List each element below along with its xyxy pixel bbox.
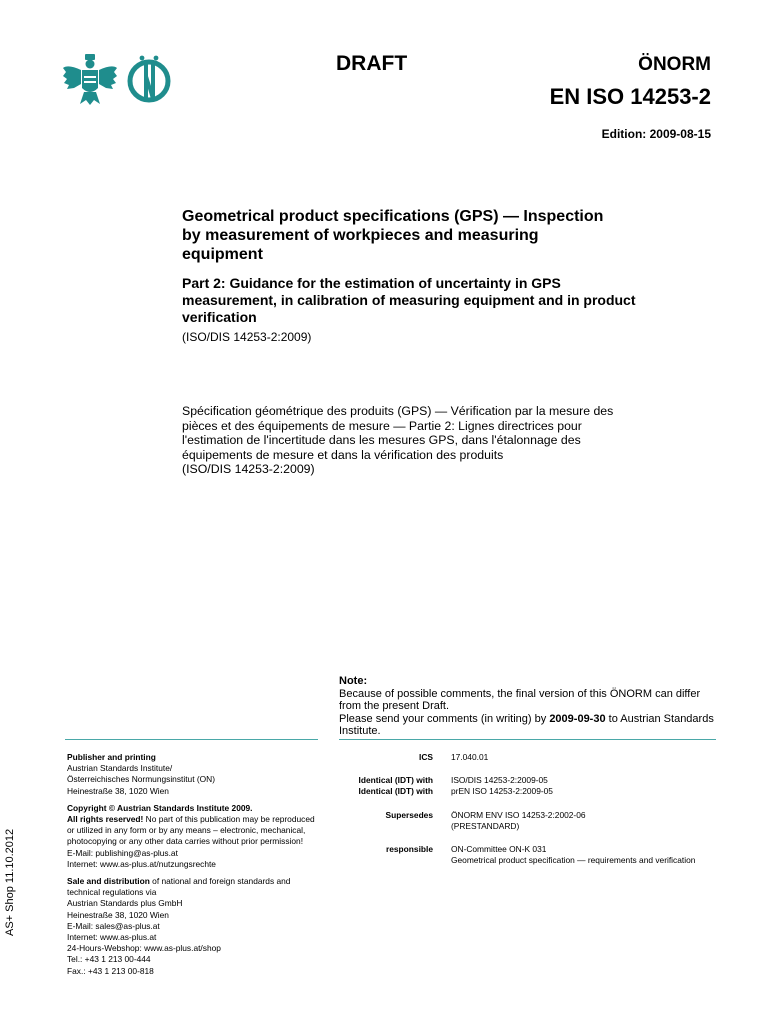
french-title-line: l'estimation de l'incertitude dans les mesures GPS, dans l'étalonnage des	[182, 433, 581, 448]
iso-reference: (ISO/DIS 14253-2:2009)	[182, 330, 312, 344]
responsible-label: responsible	[385, 844, 433, 855]
idt-values	[451, 775, 719, 797]
sales-heading: Sale and distribution	[67, 876, 150, 887]
standard-metadata	[339, 752, 719, 878]
copyright-internet: Internet: www.as-plus.at/nutzungsrechte	[67, 858, 216, 869]
sales-line: Fax.: +43 1 213 00-818	[67, 965, 154, 976]
sales-line: 24-Hours-Webshop: www.as-plus.at/shop	[67, 943, 221, 954]
sales-line: E-Mail: sales@as-plus.at	[67, 920, 160, 931]
publisher-block	[67, 752, 319, 797]
shop-stamp: AS+ Shop 11.10.2012	[4, 828, 16, 936]
responsible-row	[339, 844, 719, 866]
idt-value: ISO/DIS 14253-2:2009-05	[451, 775, 548, 786]
idt-label: Identical (IDT) with	[358, 775, 433, 786]
series-label: ÖNORM	[638, 54, 711, 75]
on-institute-logo	[125, 55, 173, 105]
draft-label: DRAFT	[336, 52, 408, 75]
supersedes-row	[339, 810, 719, 832]
austrian-eagle-logo	[62, 54, 118, 106]
publisher-info	[67, 752, 319, 983]
note-line	[339, 713, 715, 738]
part-title: Part 2: Guidance for the estimation of uncertainty in GPS measurement, in calibration of measuring equipment and in product verification	[182, 275, 636, 325]
responsible-value: ON-Committee ON-K 031	[451, 844, 547, 855]
copyright-text	[67, 814, 319, 848]
comment-deadline: 2009-09-30	[549, 712, 606, 725]
responsible-values	[451, 844, 719, 866]
idt-value: prEN ISO 14253-2:2009-05	[451, 786, 553, 797]
publisher-line: Austrian Standards Institute/	[67, 763, 173, 774]
french-title-line: Spécification géométrique des produits (GPS) — Vérification par la mesure des	[182, 404, 614, 418]
sales-intro	[67, 876, 319, 898]
idt-labels	[339, 775, 451, 797]
edition-date: Edition: 2009-08-15	[601, 127, 711, 141]
publisher-line: Österreichisches Normungsinstitut (ON)	[67, 774, 215, 785]
supersedes-values	[451, 810, 719, 832]
copyright-block	[67, 803, 319, 870]
french-title	[182, 404, 642, 477]
ics-label: ICS	[419, 752, 433, 762]
note-line: Because of possible comments, the final version of this ÖNORM can differ from the present Draft.	[339, 687, 701, 713]
supersedes-value: (PRESTANDARD)	[451, 820, 520, 831]
standard-number: EN ISO 14253-2	[549, 84, 711, 109]
sales-line: Austrian Standards plus GmbH	[67, 898, 183, 909]
responsible-value: Geometrical product specification — requirements and verification	[451, 855, 696, 866]
main-title: Geometrical product specifications (GPS) — Inspection by measurement of workpieces and measuring equipment	[182, 208, 604, 263]
sales-block	[67, 876, 319, 977]
sales-line: Tel.: +43 1 213 00-444	[67, 954, 151, 965]
supersedes-value: ÖNORM ENV ISO 14253-2:2002-06	[451, 809, 586, 820]
french-title-line: (ISO/DIS 14253-2:2009)	[182, 462, 315, 477]
idt-label: Identical (IDT) with	[358, 786, 433, 797]
french-title-line: pièces et des équipements de mesure — Partie 2: Lignes directrices pour	[182, 418, 582, 433]
divider	[65, 739, 318, 740]
rights-reserved: All rights reserved!	[67, 814, 144, 825]
sales-line: Heinestraße 38, 1020 Wien	[67, 909, 169, 920]
supersedes-label: Supersedes	[385, 809, 433, 820]
note-line-text: Please send your comments (in writing) by	[339, 712, 550, 725]
copyright-email: E-Mail: publishing@as-plus.at	[67, 847, 178, 858]
divider	[339, 739, 716, 740]
ics-row	[339, 752, 719, 763]
idt-row	[339, 775, 719, 797]
sales-line: Internet: www.as-plus.at	[67, 932, 157, 943]
sales-text: of national and foreign standards and technical regulations via	[67, 876, 291, 898]
french-title-line: équipements de mesure et dans la vérification des produits	[182, 447, 504, 462]
copyright-heading: Copyright © Austrian Standards Institute 2009.	[67, 802, 253, 813]
publisher-heading: Publisher and printing	[67, 752, 156, 762]
publisher-line: Heinestraße 38, 1020 Wien	[67, 785, 169, 796]
note-heading: Note:	[339, 675, 368, 687]
note-line-text: to Austrian Standards Institute.	[339, 712, 714, 738]
copyright-body: No part of this publication may be reproduced or utilized in any form or by any means – electronic, mechanical, photocopying or any other data carries without prior permission!	[67, 814, 315, 847]
ics-value: 17.040.01	[451, 752, 489, 762]
draft-note	[339, 675, 715, 738]
